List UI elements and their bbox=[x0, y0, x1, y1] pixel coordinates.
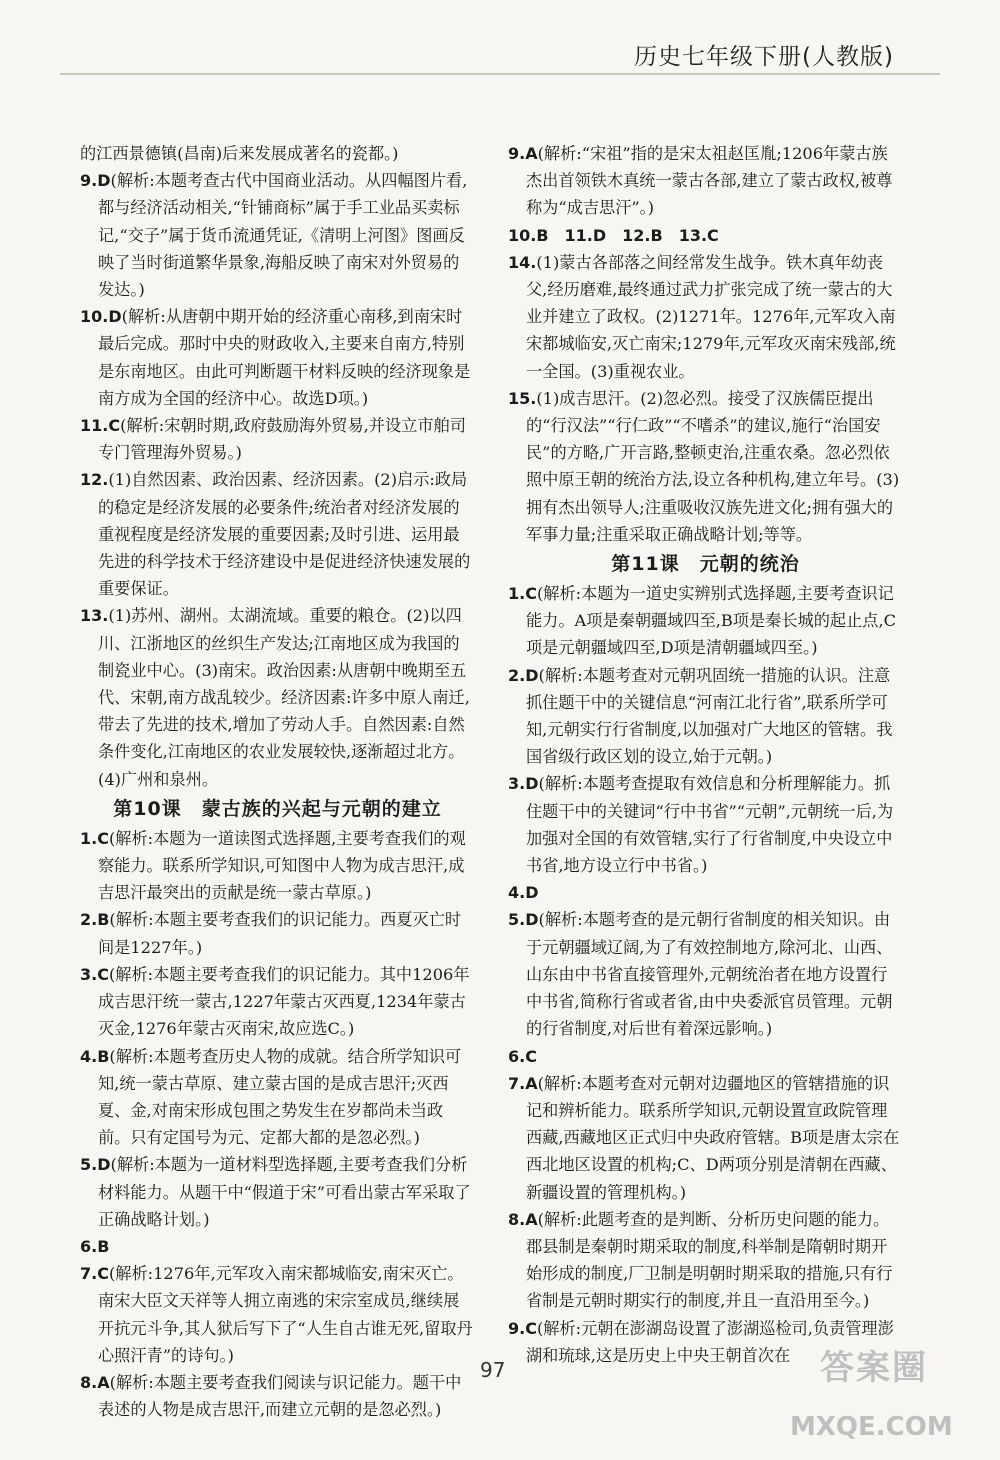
answer-text: (解析:本题考查的是元朝行省制度的相关知识。由于元朝疆域辽阔,为了有效控制地方,除河北、山西、山东由中书省直接管理外,元朝统治者在地方设置行中书省,简称行省或者省,由中央委派官员管理。元朝的行省制度,对后世有着深远影响。) bbox=[526, 910, 893, 1039]
answer-text: (解析:本题为一道材料型选择题,主要考查我们分析材料能力。从题干中“假道于宋”可看出蒙古军采取了正确战略计划。) bbox=[98, 1155, 471, 1229]
question-number: 11.C bbox=[80, 416, 121, 436]
answer-text: (解析:本题为一道史实辨别式选择题,主要考查识记能力。A项是秦朝疆域四至,B项是秦长城的起止点,C项是元朝疆域四至,D项是清朝疆域四至。) bbox=[526, 584, 897, 658]
answer-entry bbox=[508, 879, 903, 906]
answer-text: (解析:本题主要考查我们的识记能力。其中1206年成吉思汗统一蒙古,1227年蒙古灭西夏,1234年蒙古灭金,1276年蒙古灭南宋,故应选C。) bbox=[98, 964, 470, 1039]
answer-entry bbox=[508, 249, 903, 385]
answer-entry bbox=[80, 906, 475, 960]
answer-entry bbox=[508, 770, 903, 879]
answer-text: (解析:宋朝时期,政府鼓励海外贸易,并设立市舶司专门管理海外贸易。) bbox=[98, 416, 466, 463]
question-number: 6.C bbox=[508, 1046, 537, 1066]
watermark-logo: 答案圈 bbox=[820, 1348, 928, 1388]
answer-entry bbox=[80, 1233, 475, 1260]
answer-text: (解析:此题考查的是判断、分析历史问题的能力。郡县制是秦朝时期采取的制度,科举制是隋朝时期开始形成的制度,厂卫制是明朝时期采取的措施,只有行省制是元朝时期实行的制度,并且一直沿用至今。) bbox=[526, 1209, 893, 1311]
answer-text: (1)蒙古各部落之间经常发生战争。铁木真年幼丧父,经历磨难,最终通过武力扩张完成了统一蒙古的大业并建立了政权。(2)1271年。1276年,元军攻入南宋都城临安,灭亡南宋;1279年,元军攻灭南宋残部,统一全国。(3)重视农业。 bbox=[526, 252, 896, 381]
answer-text: (解析:元朝在澎湖岛设置了澎湖巡检司,负责管理澎湖和琉球,这是历史上中央王朝首次在 bbox=[526, 1318, 894, 1365]
answer-entry bbox=[508, 906, 903, 1042]
page-number: 97 bbox=[480, 1358, 506, 1382]
question-number: 15. bbox=[508, 388, 537, 408]
answer-entry bbox=[80, 825, 475, 907]
answer-text: (1)苏州、湖州。太湖流域。重要的粮仓。(2)以四川、江浙地区的丝织生产发达;江南地区成为我国的制瓷业中心。(3)南宋。政治因素:从唐朝中晚期至五代、宋朝,南方战乱较少。经济因素:许多中原人南迁,带去了先进的技术,增加了劳动人手。自然因素:自然条件变化,江南地区的农业发展较快,逐渐超过北方。(4)广州和泉州。 bbox=[98, 606, 470, 789]
question-number: 5.D bbox=[508, 910, 539, 930]
answer-entry bbox=[80, 466, 475, 602]
answer-text: (解析:1276年,元军攻入南宋都城临安,南宋灭亡。南宋大臣文天祥等人拥立南逃的宋宗室成员,继续展开抗元斗争,其人狱后写下了“人生自古谁无死,留取丹心照汗青”的诗句。) bbox=[98, 1264, 473, 1365]
watermark-url: MXQE.COM bbox=[790, 1412, 953, 1442]
answer-entry bbox=[80, 303, 475, 412]
answer-entry bbox=[80, 1043, 475, 1152]
answer-entry bbox=[80, 140, 475, 167]
answer-text: (解析:本题主要考查我们的识记能力。西夏灭亡时间是1227年。) bbox=[98, 910, 462, 957]
question-number: 1.C bbox=[508, 584, 537, 604]
question-number: 12. bbox=[80, 470, 109, 490]
question-number: 2.B bbox=[80, 910, 110, 930]
left-answer-column bbox=[80, 140, 475, 1423]
question-number: 9.A bbox=[508, 144, 538, 163]
lesson-heading: 第11课 元朝的统治 bbox=[611, 553, 800, 576]
question-number: 2.D bbox=[508, 665, 539, 685]
answer-text: (解析:本题考查对元朝对边疆地区的管辖措施的识记和辨析能力。联系所学知识,元朝设置宣政院管理西藏,西藏地区正式归中央政府管辖。B项是唐太宗在西北地区设置的机构;C、D两项分别是清朝在西藏、新疆设置的管理机构。) bbox=[526, 1073, 900, 1202]
question-number: 10.B 11.D 12.B 13.C bbox=[508, 225, 719, 245]
answer-entry bbox=[80, 961, 475, 1043]
answer-entry bbox=[508, 662, 903, 771]
question-number: 10.D bbox=[80, 307, 122, 327]
question-number: 14. bbox=[508, 252, 537, 272]
question-number: 7.C bbox=[80, 1264, 109, 1284]
question-number: 3.C bbox=[80, 964, 109, 984]
lesson-heading: 第10课 蒙古族的兴起与元朝的建立 bbox=[113, 797, 442, 820]
question-number: 9.D bbox=[80, 171, 111, 191]
answer-text: (解析:“宋祖”指的是宋太祖赵匡胤;1206年蒙古族杰出首领铁木真统一蒙古各部,建立了蒙古政权,被尊称为“成吉思汗”。) bbox=[526, 144, 893, 218]
question-number: 5.D bbox=[80, 1155, 111, 1175]
answer-text: (解析:本题考查历史人物的成就。结合所学知识可知,统一蒙古草原、建立蒙古国的是成吉思汗;灭西夏、金,对南宋形成包围之势发生在岁都尚未当政前。只有定国号为元、定都大都的是忽必烈。) bbox=[98, 1046, 462, 1148]
answer-text: (解析:本题考查古代中国商业活动。从四幅图片看,都与经济活动相关,“针铺商标”属于手工业品买卖标记,“交子”属于货币流通凭证,《清明上河图》图画反映了当时街道繁华景象,海船反映了南宋对外贸易的发达。) bbox=[98, 171, 468, 300]
question-number: 4.D bbox=[508, 883, 539, 903]
watermark bbox=[780, 1340, 980, 1450]
question-number: 4.B bbox=[80, 1046, 110, 1066]
answer-entry bbox=[80, 1260, 475, 1369]
question-number: 6.B bbox=[80, 1236, 110, 1256]
answer-text: (解析:本题主要考查我们阅读与识记能力。题干中表述的人物是成吉思汗,而建立元朝的是忽必烈。) bbox=[98, 1372, 462, 1420]
answer-text: (解析:本题为一道读图式选择题,主要考查我们的观察能力。联系所学知识,可知图中人物为成吉思汗,成吉思汗最突出的贡献是统一蒙古草原。) bbox=[98, 828, 466, 903]
answer-entry bbox=[508, 580, 903, 662]
answer-text: (解析:本题考查对元朝巩固统一措施的认识。注意抓住题干中的关键信息“河南江北行省”,联系所学可知,元朝实行行省制度,以加强对广大地区的管辖。我国省级行政区划的设立,始于元朝。) bbox=[526, 665, 893, 767]
book-title: 历史七年级下册(人教版) bbox=[634, 44, 894, 70]
answer-entry bbox=[80, 602, 475, 792]
answer-text: (解析:从唐朝中期开始的经济重心南移,到南宋时最后完成。那时中央的财政收入,主要来自南方,特别是东南地区。由此可判断题干材料反映的经济现象是南方成为全国的经济中心。故选D项。) bbox=[98, 307, 471, 408]
page-header bbox=[0, 0, 1000, 80]
question-number: 9.C bbox=[508, 1318, 537, 1338]
answer-entry bbox=[508, 385, 903, 548]
right-answer-column bbox=[508, 140, 903, 1369]
answer-text: (解析:本题考查提取有效信息和分析理解能力。抓住题干中的关键词“行中书省”“元朝”,元朝统一后,为加强对全国的有效管辖,实行了行省制度,中央设立中书省,地方设立行中书省。) bbox=[526, 774, 894, 876]
answer-text: (1)自然因素、政治因素、经济因素。(2)启示:政局的稳定是经济发展的必要条件;统治者对经济发展的重视程度是经济发展的重要因素;及时引进、运用最先进的科学技术于经济建设中是促进经济快速发展的重要保证。 bbox=[98, 470, 471, 599]
answer-entry bbox=[508, 1043, 903, 1070]
question-number: 8.A bbox=[508, 1209, 538, 1229]
question-number: 1.C bbox=[80, 828, 109, 848]
question-number: 3.D bbox=[508, 774, 539, 794]
answer-entry bbox=[80, 1151, 475, 1233]
answer-entry bbox=[80, 167, 475, 303]
question-number: 13. bbox=[80, 606, 109, 626]
header-divider bbox=[60, 73, 940, 75]
question-number: 8.A bbox=[80, 1372, 110, 1392]
answer-entry bbox=[508, 1070, 903, 1206]
answer-text: 的江西景德镇(昌南)后来发展成著名的瓷都。) bbox=[80, 144, 399, 163]
question-number: 7.A bbox=[508, 1073, 538, 1093]
answer-entry bbox=[508, 1206, 903, 1315]
answer-entry bbox=[80, 412, 475, 466]
answer-entry bbox=[508, 222, 903, 249]
answer-text: (1)成吉思汗。(2)忽必烈。接受了汉族儒臣提出的“行汉法”“行仁政”“不嗜杀”的建议,施行“治国安民”的方略,广开言路,整顿吏治,注重农桑。忽必烈依照中原王朝的统治方法,设立各种机构,建立年号。(3)拥有杰出领导人;注重吸收汉族先进文化;拥有强大的军事力量;注重采取正确战略计划;等等。 bbox=[526, 388, 900, 544]
answer-entry bbox=[80, 1369, 475, 1423]
answer-entry bbox=[508, 140, 903, 222]
